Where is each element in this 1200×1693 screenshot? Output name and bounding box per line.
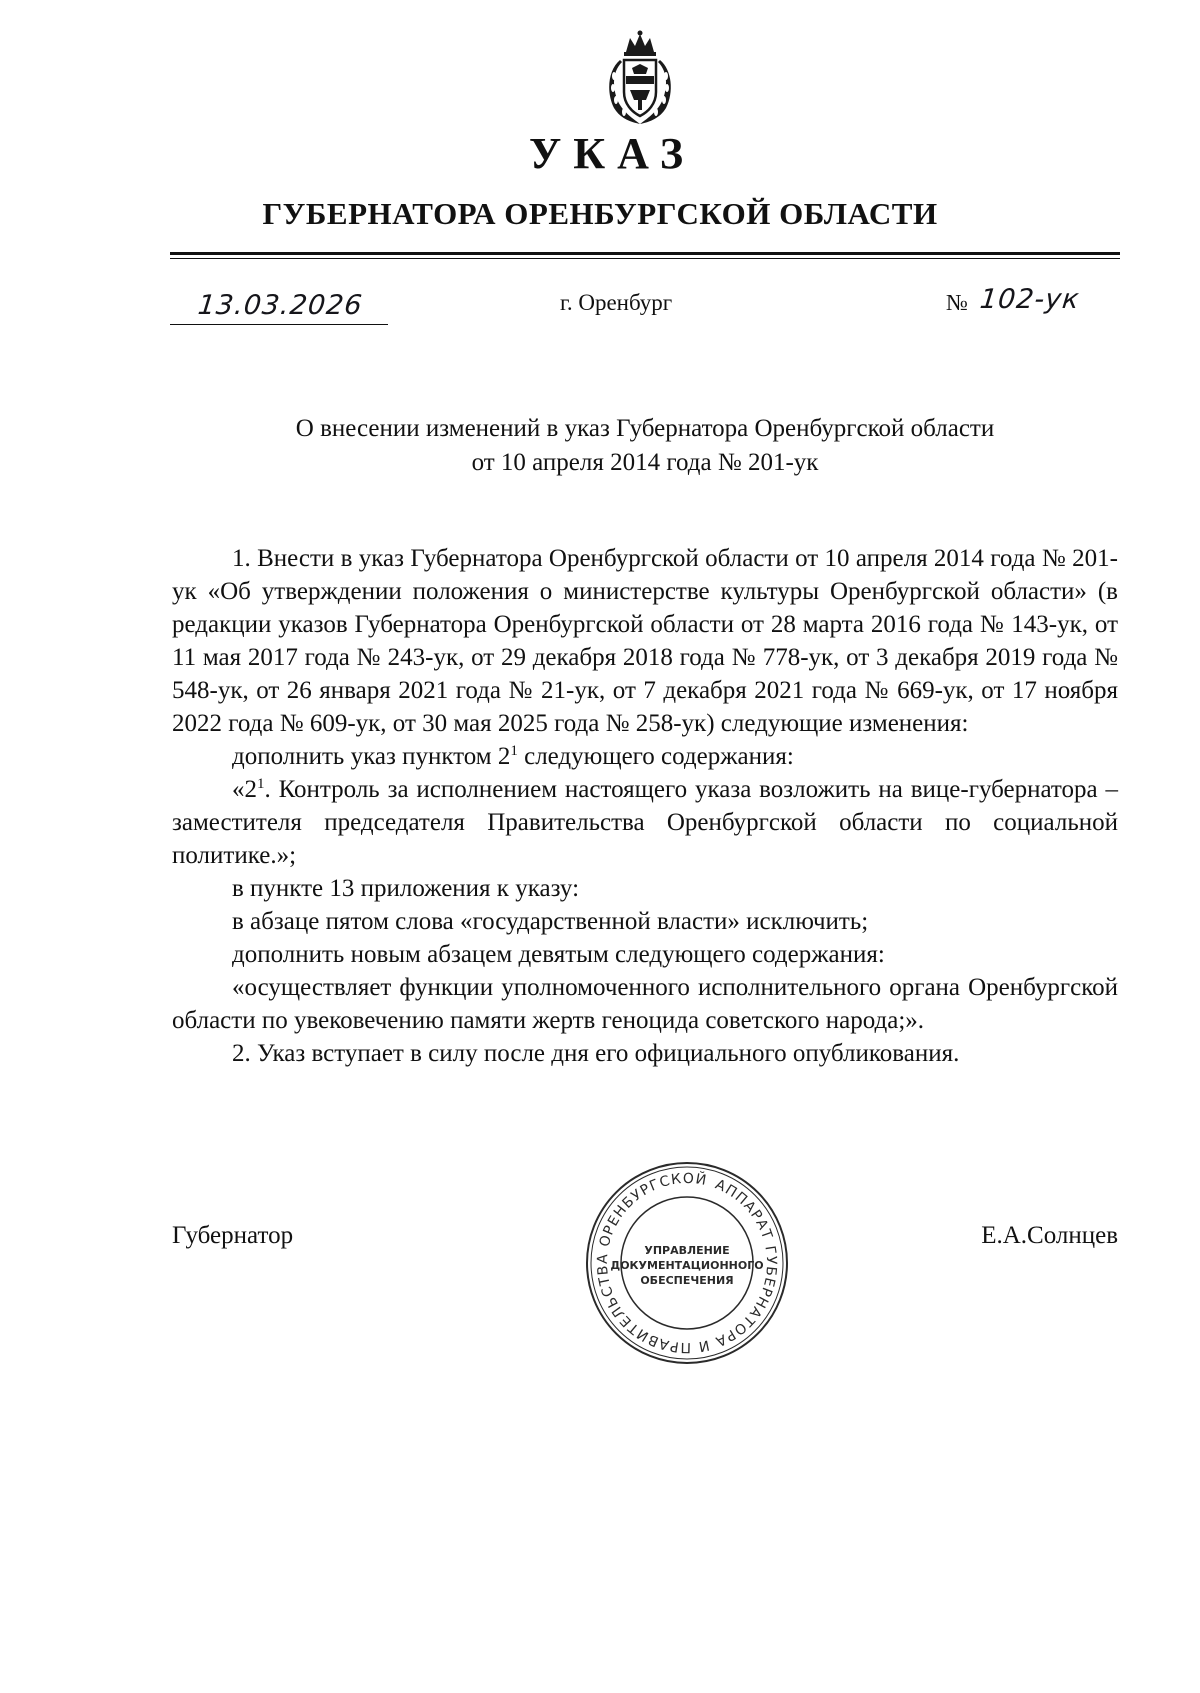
document-number-label: № [946, 290, 968, 315]
paragraph-6: дополнить новым абзацем девятым следующего содержания: [232, 941, 885, 968]
official-stamp [582, 1158, 792, 1368]
document-number: 102-ук [978, 284, 1082, 315]
coat-of-arms-icon [602, 30, 678, 126]
document-body [172, 542, 1118, 1070]
paragraph-3 [172, 773, 1118, 872]
paragraph-3-superscript: 1 [257, 776, 265, 792]
paragraph-2-text-a: дополнить указ пунктом 2 [232, 743, 511, 770]
document-heading [170, 412, 1120, 480]
document-city: г. Оренбург [560, 290, 673, 315]
stamp-ring-text: АППАРАТ ГУБЕРНАТОРА И ПРАВИТЕЛЬСТВА ОРЕНБУРГСКОЙ [594, 1170, 780, 1356]
heading-line-2: от 10 апреля 2014 года № 201-ук [471, 449, 819, 476]
document-subtitle: ГУБЕРНАТОРА ОРЕНБУРГСКОЙ ОБЛАСТИ [262, 196, 938, 231]
heading-line-1: О внесении изменений в указ Губернатора Оренбургской области [295, 415, 995, 442]
document-number-field [946, 284, 1082, 316]
paragraph-2-text-b: следующего содержания: [517, 743, 794, 770]
paragraph-2 [172, 740, 1118, 773]
header-divider-thin [170, 258, 1120, 259]
paragraph-2-superscript: 1 [510, 743, 518, 759]
document-date-field [170, 288, 388, 325]
signatory-name: Е.А.Солнцев [981, 1222, 1118, 1249]
paragraph-7: «осуществляет функции уполномоченного исполнительного органа Оренбургской области по увековечению памяти жертв геноцида советского народа;». [172, 974, 1118, 1034]
paragraph-4: в пункте 13 приложения к указу: [232, 875, 580, 902]
signatory-title: Губернатор [172, 1222, 294, 1249]
document-title: УКАЗ [528, 129, 696, 178]
paragraph-5: в абзаце пятом слова «государственной власти» исключить; [232, 908, 869, 935]
paragraph-1: 1. Внести в указ Губернатора Оренбургской области от 10 апреля 2014 года № 201-ук «Об утверждении положения о министерстве культуры Оренбургской области» (в редакции указов Губернатора Оренбургской области от 28 марта 2016 года № 143-ук, от 11 мая 2017 года № 243-ук, от 29 декабря 2018 года № 778-ук, от 3 декабря 2019 года № 548-ук, от 26 января 2021 года № 21-ук, от 7 декабря 2021 года № 669-ук, от 17 ноября 2022 года № 609-ук, от 30 мая 2025 года № 258-ук) следующие изменения: [172, 545, 1118, 737]
document-date: 13.03.2026 [196, 290, 365, 321]
paragraph-3-text-a: «2 [232, 776, 257, 803]
paragraph-3-text-b: . Контроль за исполнением настоящего указа возложить на вице-губернатора – заместителя председателя Правительства Оренбургской области по социальной политике.»; [172, 776, 1118, 869]
paragraph-8: 2. Указ вступает в силу после дня его официального опубликования. [232, 1040, 960, 1067]
header-divider-thick [170, 252, 1120, 255]
stamp-line-2: ДОКУМЕНТАЦИОННОГО [610, 1259, 764, 1272]
stamp-line-3: ОБЕСПЕЧЕНИЯ [640, 1274, 734, 1287]
stamp-line-1: УПРАВЛЕНИЕ [644, 1244, 730, 1257]
